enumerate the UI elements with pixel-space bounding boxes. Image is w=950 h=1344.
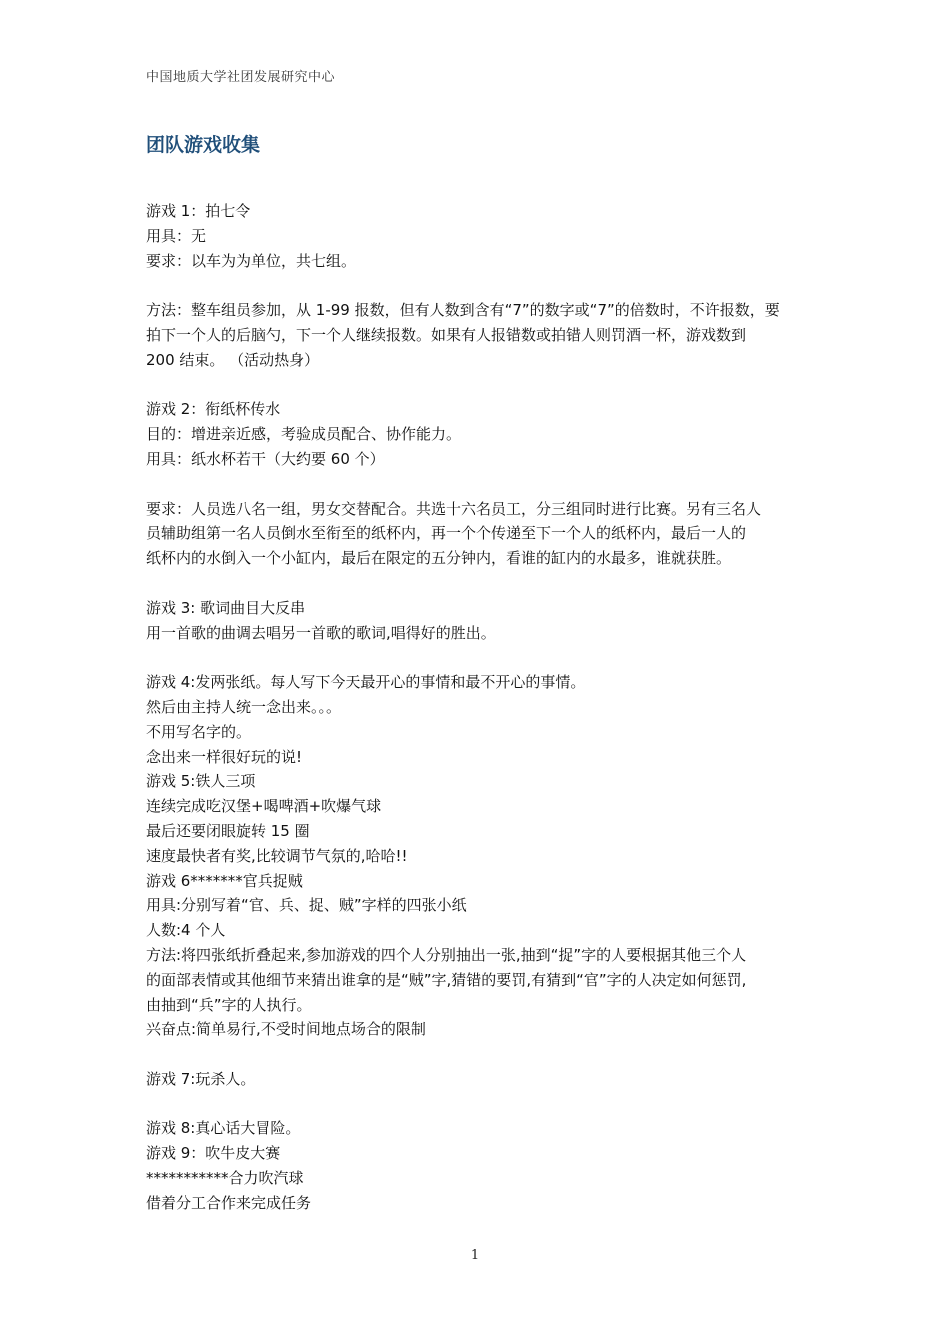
blank-line: [146, 1042, 811, 1067]
text-line: 方法:将四张纸折叠起来,参加游戏的四个人分别抽出一张,抽到“捉”字的人要根据其他三个人: [146, 945, 747, 964]
blank-line: [146, 1092, 811, 1117]
text-line: 游戏 9：吹牛皮大赛: [146, 1144, 281, 1163]
text-line: 的面部表情或其他细节来猜出谁拿的是“贼”字,猜错的要罚,有猜到“官”字的人决定如何惩罚,: [146, 970, 747, 989]
text-line: 游戏 2：衔纸杯传水: [146, 400, 281, 419]
text-line: 人数:4 个人: [146, 921, 226, 940]
text-line: 用具：纸水杯若干（大约要 60 个）: [146, 449, 385, 468]
blank-line: [146, 373, 811, 398]
text-line: 游戏 3: 歌词曲目大反串: [146, 598, 306, 617]
text-line: 兴奋点:简单易行,不受时间地点场合的限制: [146, 1020, 426, 1039]
text-line: 由抽到“兵”字的人执行。: [146, 995, 312, 1014]
blank-line: [146, 571, 811, 596]
page-header: 中国地质大学社团发展研究中心: [146, 70, 336, 85]
text-line: 要求：人员选八名一组，男女交替配合。共选十六名员工，分三组同时进行比赛。另有三名人: [146, 499, 762, 518]
text-line: 方法：整车组员参加，从 1-99 报数，但有人数到含有“7”的数字或“7”的倍数时，不许报数，要: [146, 301, 780, 320]
text-line: ***********合力吹汽球: [146, 1169, 304, 1188]
text-line: 速度最快者有奖,比较调节气氛的,哈哈!!: [146, 846, 408, 865]
document-title: 团队游戏收集: [146, 134, 261, 156]
text-line: 游戏 1：拍七令: [146, 202, 251, 220]
text-line: 游戏 6*******官兵捉贼: [146, 871, 303, 890]
text-line: 游戏 7:玩杀人。: [146, 1069, 256, 1088]
text-line: 游戏 8:真心话大冒险。: [146, 1119, 301, 1138]
page-number: 1: [470, 1248, 480, 1263]
text-line: 游戏 5:铁人三项: [146, 772, 256, 791]
text-line: 目的：增进亲近感，考验成员配合、协作能力。: [146, 425, 462, 444]
text-line: 要求：以车为为单位，共七组。: [146, 251, 357, 270]
text-line: 纸杯内的水倒入一个小缸内，最后在限定的五分钟内，看谁的缸内的水最多，谁就获胜。: [146, 549, 732, 568]
text-line: 用一首歌的曲调去唱另一首歌的歌词,唱得好的胜出。: [146, 623, 496, 642]
document-body: [146, 199, 811, 1216]
text-line: 不用写名字的。: [146, 722, 252, 741]
text-line: 拍下一个人的后脑勺，下一个人继续报数。如果有人报错数或拍错人则罚酒一杯，游戏数到: [146, 325, 747, 344]
text-line: 200 结束。 （活动热身）: [146, 350, 320, 369]
text-line: 最后还要闭眼旋转 15 圈: [146, 821, 310, 840]
text-line: 员辅助组第一名人员倒水至衔至的纸杯内，再一个个传递至下一个人的纸杯内，最后一人的: [146, 524, 747, 543]
blank-line: [146, 645, 811, 670]
text-line: 游戏 4:发两张纸。每人写下今天最开心的事情和最不开心的事情。: [146, 673, 586, 692]
text-line: 然后由主持人统一念出来。。。: [146, 697, 342, 716]
blank-line: [146, 472, 811, 497]
text-line: 念出来一样很好玩的说!: [146, 747, 303, 766]
blank-line: [146, 273, 811, 298]
text-line: 连续完成吃汉堡+喝啤酒+吹爆气球: [146, 797, 382, 816]
text-line: 用具：无: [146, 226, 207, 245]
text-line: 借着分工合作来完成任务: [146, 1193, 312, 1212]
text-line: 用具:分别写着“官、兵、捉、贼”字样的四张小纸: [146, 896, 467, 915]
